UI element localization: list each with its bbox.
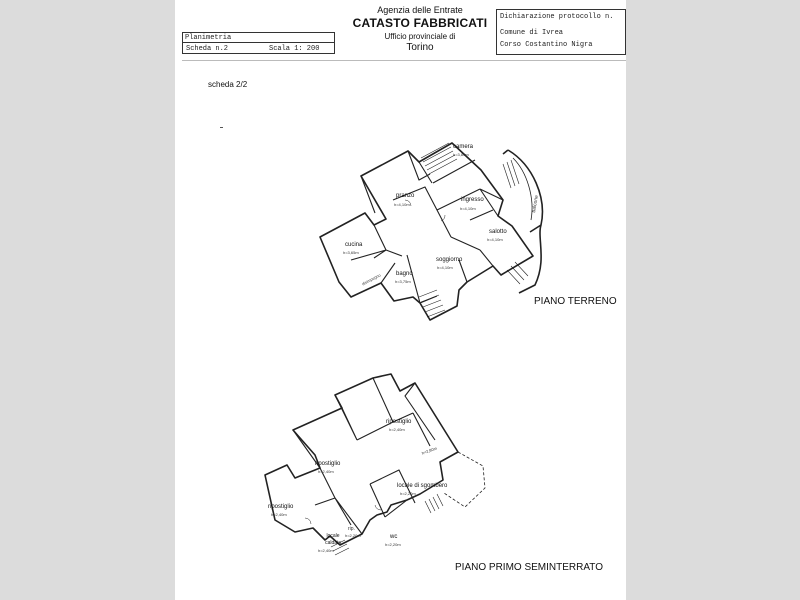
sheet-label: scheda 2/2 [208, 80, 248, 89]
basement-height-stair-room: h=2,80m [421, 445, 438, 456]
basement-title: PIANO PRIMO SEMINTERRATO [455, 562, 603, 573]
basement-label-ripostiglio-mid: ripostiglio [315, 461, 341, 467]
ground-stairs [419, 143, 528, 317]
basement-height-ripostiglio-left: h=2,40m [271, 512, 287, 517]
room-label-pranzo: pranzo [396, 193, 415, 199]
balcony-inner [513, 158, 532, 220]
scala-label: Scala 1: 200 [269, 45, 320, 53]
room-label-bagno: bagno [396, 271, 413, 277]
basement-height-ripostiglio-top: h=2,40m [389, 427, 405, 432]
basement-height-caldaia: h=2,40m [318, 548, 334, 553]
planimetria-label: Planimetria [185, 34, 232, 42]
room-height-cucina: h=3,65m [343, 250, 359, 255]
basement-terrace [444, 452, 485, 507]
dichiarazione-label: Dichiarazione protocollo n. [500, 13, 614, 21]
basement-label-rip: rip. [348, 526, 355, 532]
room-label-disimpegno: disimpegno [361, 272, 382, 287]
basement-height-sgombero: h=2,20m [400, 491, 416, 496]
door-swings [305, 200, 448, 524]
room-height-bagno: h=3,75m [395, 279, 411, 284]
ground-floor-title: PIANO TERRENO [534, 296, 617, 307]
ufficio-label: Ufficio provinciale di [384, 32, 456, 41]
catasto-title: CATASTO FABBRICATI [352, 16, 488, 30]
comune-label: Comune di Ivrea [500, 29, 564, 37]
room-height-pranzo: h=4,10m [394, 202, 410, 207]
address-label: Corso Costantino Nigra [500, 41, 593, 49]
room-label-salotto: salotto [489, 229, 507, 235]
basement-walls [293, 378, 438, 534]
agency-name: Agenzia delle Entrate [377, 5, 463, 15]
room-label-balcone: balcone [531, 194, 540, 214]
room-label-ingresso: ingresso [461, 197, 484, 203]
room-height-camera: h=3,80m [453, 152, 469, 157]
city-label: Torino [406, 42, 434, 53]
room-label-soggiorno: soggiorno [436, 257, 463, 263]
basement-label-sgombero: locale di sgombero [397, 483, 448, 489]
scheda-label: Scheda n.2 [186, 45, 229, 53]
basement-outline [265, 374, 458, 545]
basement-label-ripostiglio-left: ripostiglio [268, 504, 294, 510]
basement-height-ripostiglio-mid: h=2,40m [318, 469, 334, 474]
basement-height-wc: h=2,20m [385, 542, 401, 547]
room-height-ingresso: h=4,10m [460, 206, 476, 211]
room-height-salotto: h=4,10m [487, 237, 503, 242]
document-page [175, 0, 626, 600]
basement-label-ripostiglio-top: ripostiglio [386, 419, 412, 425]
room-height-soggiorno: h=4,10m [437, 265, 453, 270]
basement-label-wc: wc [390, 534, 398, 540]
room-label-camera: camera [453, 144, 474, 150]
basement-label-caldaia: locale caldaia [325, 533, 341, 546]
basement-height-rip: h=2,20m [345, 533, 361, 538]
room-label-cucina: cucina [345, 242, 363, 248]
